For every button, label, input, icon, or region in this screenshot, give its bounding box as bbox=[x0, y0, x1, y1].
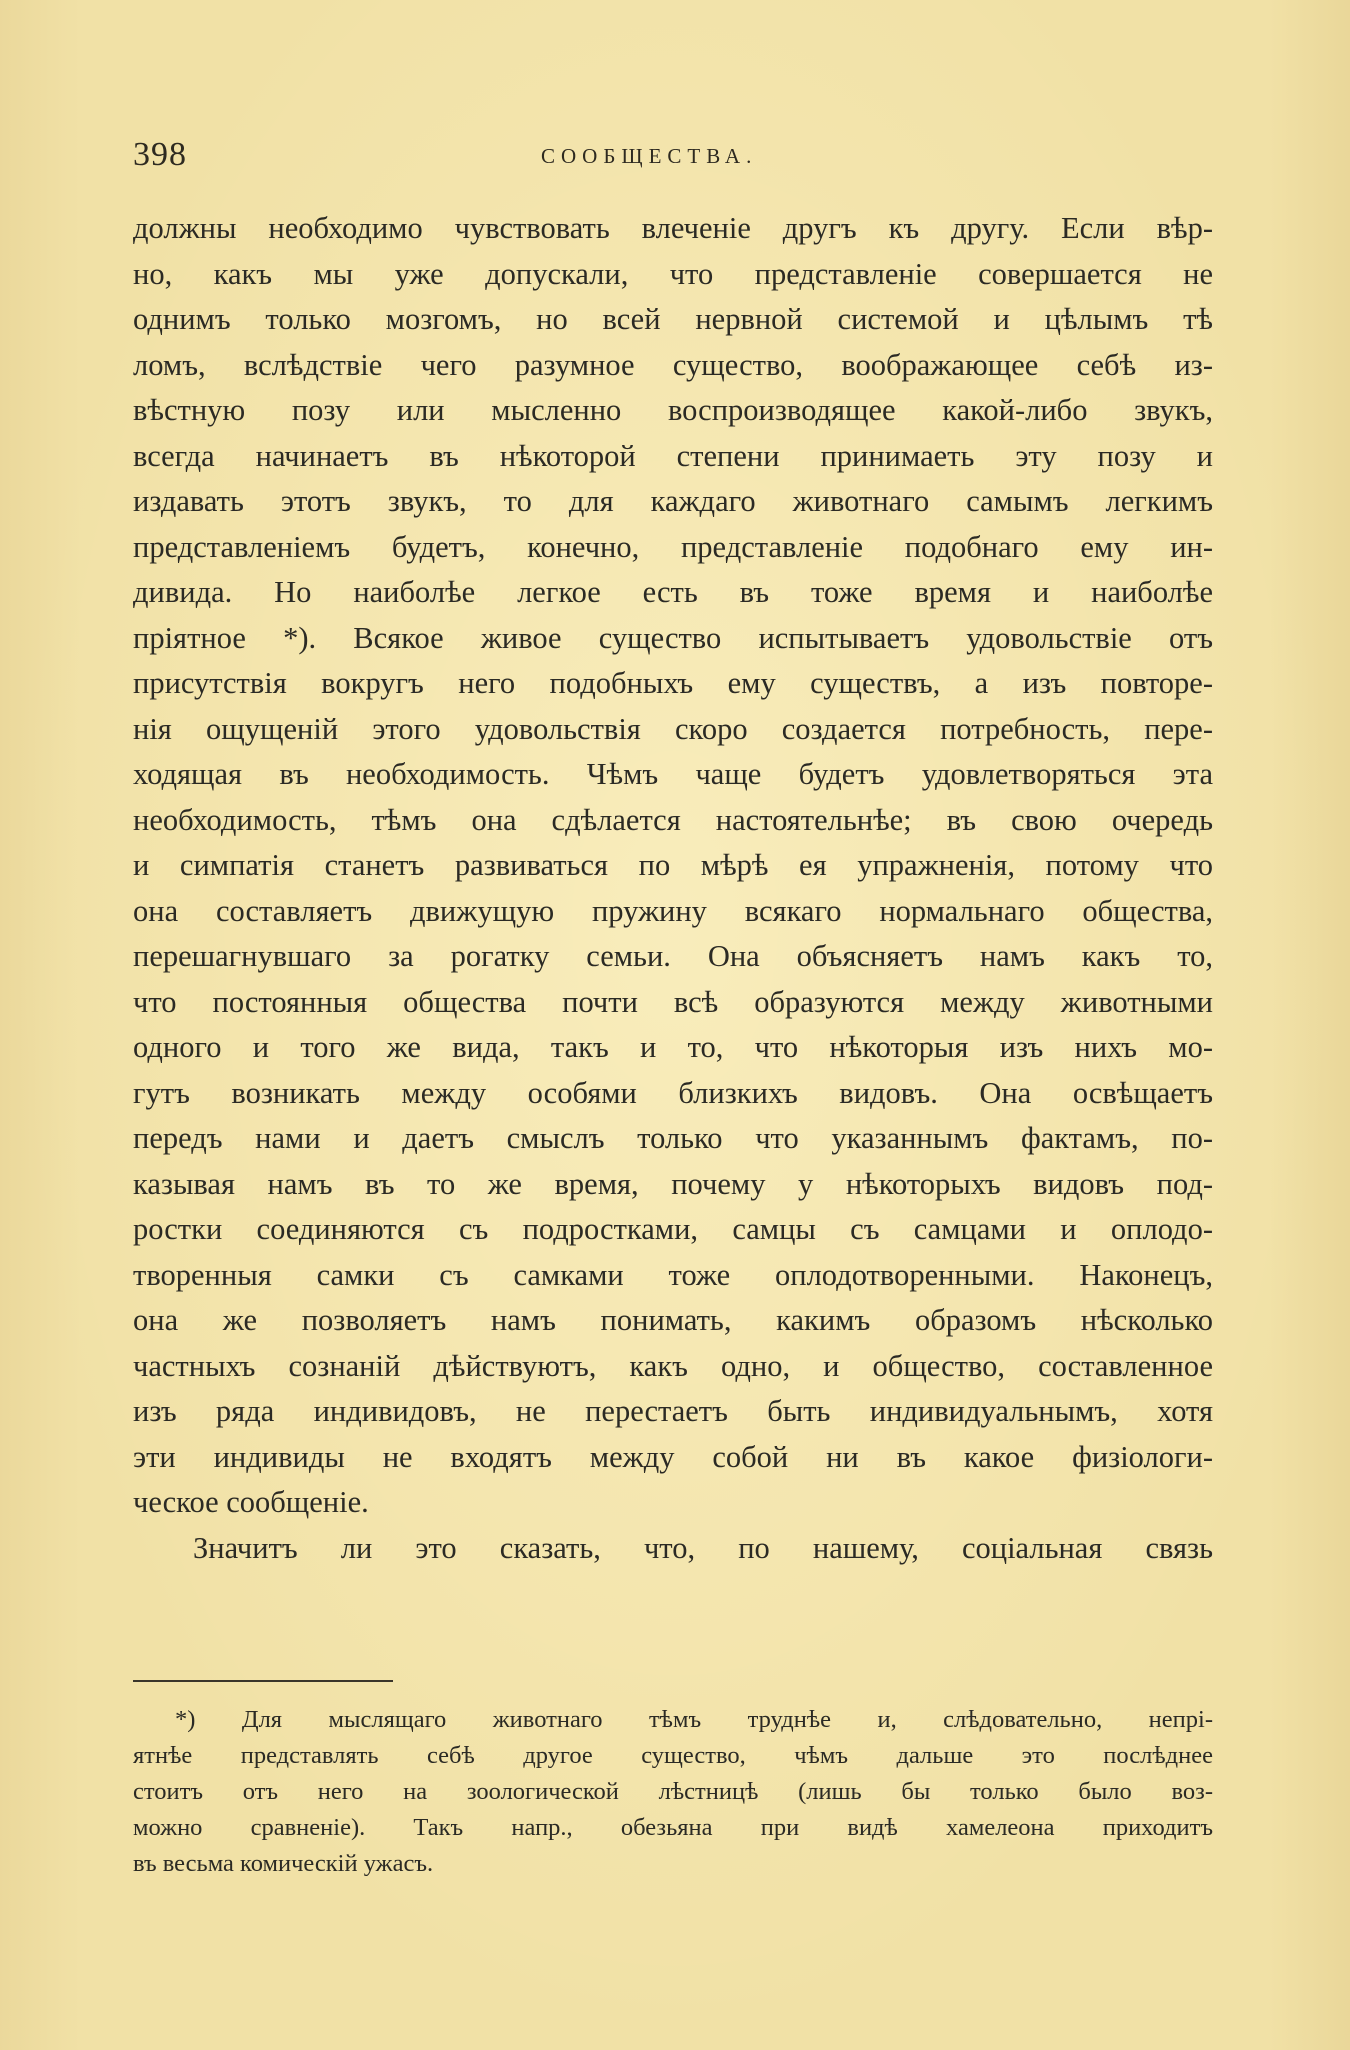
text-line: она составляетъ движущую пружину всякаго нормальнаго общества, bbox=[133, 893, 1213, 928]
text-line: перешагнувшаго за рогатку семьи. Она объясняетъ намъ какъ то, bbox=[133, 939, 1213, 973]
text-line: передъ нами и даетъ смыслъ только что указаннымъ фактамъ, по- bbox=[133, 1121, 1213, 1155]
paragraph-end-line: ческое сообщеніе. bbox=[133, 1485, 369, 1519]
text-line: представленіемъ будетъ, конечно, представленіе подобнаго ему ин- bbox=[133, 529, 1213, 564]
page-number: 398 bbox=[133, 136, 187, 173]
text-line: но, какъ мы уже допускали, что представленіе совершается не bbox=[133, 256, 1213, 291]
footnote-line: можно сравненіе). Такъ напр., обезьяна при видѣ хамелеона приходитъ bbox=[133, 1814, 1213, 1841]
text-line: эти индивиды не входятъ между собой ни въ какое физіологи- bbox=[133, 1439, 1213, 1474]
text-line: она же позволяетъ намъ понимать, какимъ образомъ нѣсколько bbox=[133, 1303, 1213, 1337]
text-line: творенныя самки съ самками тоже оплодотворенными. Наконецъ, bbox=[133, 1257, 1213, 1292]
text-line: частныхъ сознаній дѣйствуютъ, какъ одно, и общество, составленное bbox=[133, 1348, 1213, 1383]
text-line: однимъ только мозгомъ, но всей нервной системой и цѣлымъ тѣ bbox=[133, 302, 1213, 336]
paragraph-start-line: Значитъ ли это сказать, что, по нашему, соціальная связь bbox=[193, 1530, 1213, 1565]
text-line: дивида. Но наиболѣе легкое есть въ тоже время и наиболѣе bbox=[133, 575, 1213, 609]
text-line: издавать этотъ звукъ, то для каждаго животнаго самымъ легкимъ bbox=[133, 484, 1213, 518]
text-line: необходимость, тѣмъ она сдѣлается настоятельнѣе; въ свою очередь bbox=[133, 802, 1213, 837]
footnote-line: ятнѣе представлять себѣ другое существо, чѣмъ дальше это послѣднее bbox=[133, 1742, 1213, 1769]
footnote-separator bbox=[133, 1680, 393, 1682]
main-text bbox=[133, 206, 1213, 1571]
text-line: казывая намъ въ то же время, почему у нѣкоторыхъ видовъ под- bbox=[133, 1166, 1213, 1201]
text-line: ходящая въ необходимость. Чѣмъ чаще будетъ удовлетворяться эта bbox=[133, 757, 1213, 791]
footnote-line: *) Для мыслящаго животнаго тѣмъ труднѣе и, слѣдовательно, непрі- bbox=[175, 1706, 1213, 1733]
text-line: присутствія вокругъ него подобныхъ ему существъ, а изъ повторе- bbox=[133, 666, 1213, 700]
footnote-line: въ весьма комическій ужасъ. bbox=[133, 1850, 434, 1877]
text-line: ломъ, вслѣдствіе чего разумное существо, воображающее себѣ из- bbox=[133, 347, 1213, 382]
text-line: и симпатія станетъ развиваться по мѣрѣ ея упражненія, потому что bbox=[133, 848, 1213, 882]
text-line: изъ ряда индивидовъ, не перестаетъ быть индивидуальнымъ, хотя bbox=[133, 1394, 1213, 1428]
running-title: СООБЩЕСТВА. bbox=[541, 144, 758, 168]
text-line: вѣстную позу или мысленно воспроизводящее какой-либо звукъ, bbox=[133, 393, 1213, 427]
text-line: нія ощущеній этого удовольствія скоро создается потребность, пере- bbox=[133, 711, 1213, 746]
text-line: гутъ возникать между особями близкихъ видовъ. Она освѣщаетъ bbox=[133, 1075, 1213, 1110]
text-line: ростки соединяются съ подростками, самцы съ самцами и оплодо- bbox=[133, 1212, 1213, 1246]
text-line: пріятное *). Всякое живое существо испытываетъ удовольствіе отъ bbox=[133, 620, 1213, 655]
footnote bbox=[133, 1702, 1213, 1882]
text-line: должны необходимо чувствовать влеченіе другъ къ другу. Если вѣр- bbox=[133, 211, 1213, 245]
text-line: всегда начинаетъ въ нѣкоторой степени принимаеть эту позу и bbox=[133, 438, 1213, 473]
footnote-line: стоитъ отъ него на зоологической лѣстницѣ (лишь бы только было воз- bbox=[133, 1778, 1213, 1805]
page-header bbox=[133, 130, 1213, 180]
text-line: одного и того же вида, такъ и то, что нѣкоторыя изъ нихъ мо- bbox=[133, 1030, 1213, 1064]
text-line: что постоянныя общества почти всѣ образуются между животными bbox=[133, 984, 1213, 1019]
